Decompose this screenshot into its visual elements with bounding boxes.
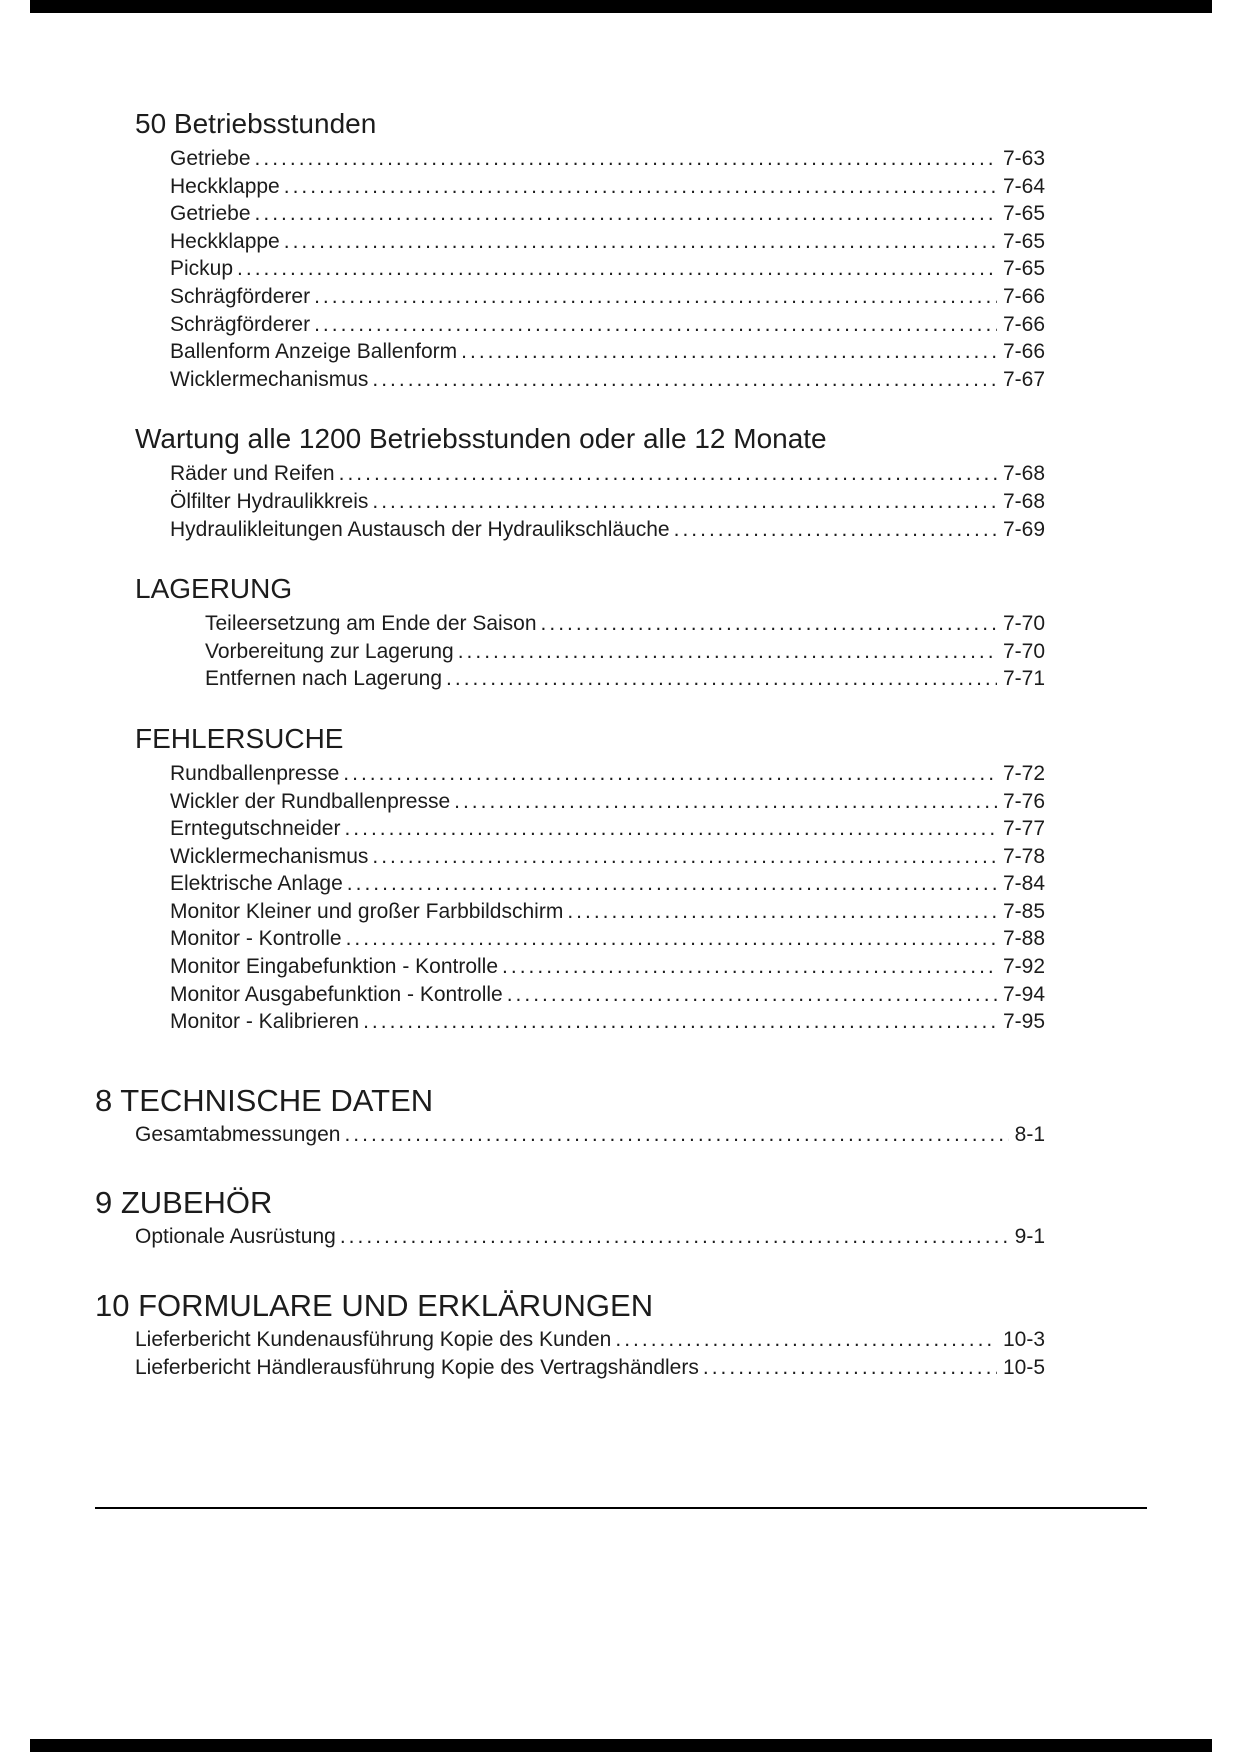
dot-leader (567, 898, 997, 926)
dot-leader (347, 870, 997, 898)
dot-leader (446, 665, 997, 693)
toc-entry-page: 7-63 (1002, 147, 1045, 170)
toc-entry (170, 200, 1045, 228)
toc-entry (205, 638, 1045, 666)
toc-entry (170, 1008, 1045, 1036)
toc-entry (135, 1121, 1045, 1149)
toc-entry-page: 7-69 (1002, 517, 1045, 541)
toc-entry (205, 665, 1045, 693)
dot-leader (541, 610, 997, 638)
toc-entry-page: 7-67 (1002, 367, 1045, 391)
toc-entry-label: Optionale Ausrüstung (135, 1225, 336, 1249)
dot-leader (314, 311, 997, 339)
toc-entry-page: 10-3 (1002, 1328, 1045, 1352)
page-bottom-rule (30, 1739, 1212, 1752)
toc-entry (170, 760, 1045, 788)
dot-leader (344, 1121, 1008, 1149)
toc-entry (170, 981, 1045, 1009)
toc-section (135, 421, 1045, 543)
toc-entry (170, 898, 1045, 926)
toc-section (95, 1184, 1045, 1251)
toc-entry-label: Wicklermechanismus (170, 367, 369, 391)
toc-section (95, 1287, 1045, 1381)
dot-leader (346, 925, 997, 953)
toc-entry (170, 460, 1045, 488)
toc-entry (170, 228, 1045, 256)
toc-section (135, 571, 1045, 693)
toc-entry-label: Erntegutschneider (170, 817, 341, 841)
section-title: 9 ZUBEHÖR (95, 1185, 273, 1221)
toc-entry-label: Lieferbericht Kundenausführung Kopie des Kunden (135, 1328, 612, 1352)
toc-entry (205, 610, 1045, 638)
toc-entry-label: Monitor Kleiner und großer Farbbildschirm (170, 899, 564, 923)
toc-entry (170, 366, 1045, 394)
toc-entry-page: 7-66 (1002, 340, 1045, 364)
toc-entry-page: 7-65 (1002, 229, 1045, 253)
toc-entry-page: 7-77 (1002, 817, 1045, 841)
toc-entry-page: 7-65 (1002, 202, 1045, 226)
dot-leader (255, 200, 997, 228)
toc-entry-label: Hydraulikleitungen Austausch der Hydraulikschläuche (170, 517, 670, 541)
toc-entry (170, 338, 1045, 366)
dot-leader (340, 1223, 1009, 1251)
toc-entry-label: Gesamtabmessungen (135, 1122, 341, 1146)
toc-entry (170, 516, 1045, 544)
toc-entry-label: Rundballenpresse (170, 761, 340, 785)
section-title: Wartung alle 1200 Betriebsstunden oder alle 12 Monate (135, 423, 827, 455)
dot-leader (339, 460, 997, 488)
toc-entry-label: Getriebe (170, 147, 251, 170)
toc-entry-page: 7-70 (1002, 639, 1045, 663)
toc-entry-label: Elektrische Anlage (170, 872, 343, 896)
dot-leader (458, 638, 997, 666)
dot-leader (372, 366, 997, 394)
toc-entry (135, 1223, 1045, 1251)
toc-entry (170, 173, 1045, 201)
toc-entry-page: 7-78 (1002, 844, 1045, 868)
toc-entry-label: Schrägförderer (170, 284, 311, 308)
toc-entry (170, 145, 1045, 173)
page-top-rule (30, 0, 1212, 13)
dot-leader (344, 815, 997, 843)
toc-entry-page: 7-88 (1002, 927, 1045, 951)
toc-entry-label: Monitor Eingabefunktion - Kontrolle (170, 955, 499, 979)
dot-leader (507, 981, 997, 1009)
toc-entry-label: Entfernen nach Lagerung (205, 667, 443, 691)
toc-entry-label: Lieferbericht Händlerausführung Kopie des Vertragshändlers (135, 1355, 699, 1379)
toc-entry-label: Heckklappe (170, 229, 280, 253)
toc-entry (170, 953, 1045, 981)
toc-entry (170, 311, 1045, 339)
section-title: 50 Betriebsstunden (135, 108, 377, 139)
toc-entry (135, 1326, 1045, 1354)
toc-entry-page: 7-95 (1002, 1010, 1045, 1034)
toc-entry-label: Getriebe (170, 202, 251, 226)
toc-entry (170, 843, 1045, 871)
dot-leader (343, 760, 997, 788)
toc-entry (170, 925, 1045, 953)
footer-rule (95, 1507, 1147, 1509)
dot-leader (284, 228, 997, 256)
toc-section (135, 721, 1045, 1036)
toc-entry-page: 7-66 (1002, 284, 1045, 308)
toc-entry-page: 7-70 (1002, 612, 1045, 636)
toc (95, 106, 1045, 1381)
toc-entry-page: 7-64 (1002, 174, 1045, 198)
toc-entry (170, 870, 1045, 898)
dot-leader (615, 1326, 997, 1354)
toc-entry-page: 7-76 (1002, 789, 1045, 813)
toc-entry-label: Vorbereitung zur Lagerung (205, 639, 454, 663)
dot-leader (674, 516, 997, 544)
toc-entry (135, 1354, 1045, 1382)
toc-entry-page: 7-72 (1002, 761, 1045, 785)
dot-leader (363, 1008, 997, 1036)
toc-entry (170, 815, 1045, 843)
toc-entry-label: Pickup (170, 257, 234, 281)
dot-leader (703, 1354, 997, 1382)
toc-entry-label: Teileersetzung am Ende der Saison (205, 612, 537, 636)
toc-entry-page: 7-68 (1002, 489, 1045, 513)
toc-entry (170, 255, 1045, 283)
toc-entry-label: Ölfilter Hydraulikkreis (170, 489, 369, 513)
toc-entry-label: Monitor Ausgabefunktion - Kontrolle (170, 982, 503, 1006)
toc-entry (170, 788, 1045, 816)
toc-entry-label: Ballenform Anzeige Ballenform (170, 340, 458, 364)
dot-leader (237, 255, 997, 283)
dot-leader (372, 843, 997, 871)
dot-leader (461, 338, 997, 366)
toc-entry-page: 7-68 (1002, 462, 1045, 486)
section-title: FEHLERSUCHE (135, 722, 344, 754)
toc-entry-label: Schrägförderer (170, 312, 311, 336)
dot-leader (284, 173, 997, 201)
toc-entry-page: 10-5 (1002, 1355, 1045, 1379)
section-title: 8 TECHNISCHE DATEN (95, 1082, 434, 1118)
toc-entry-page: 7-92 (1002, 955, 1045, 979)
toc-entry-page: 7-66 (1002, 312, 1045, 336)
toc-entry-page: 7-85 (1002, 899, 1045, 923)
toc-entry-page: 7-65 (1002, 257, 1045, 281)
dot-leader (255, 145, 997, 173)
toc-entry (170, 488, 1045, 516)
toc-entry-label: Räder und Reifen (170, 462, 335, 486)
toc-section (95, 1082, 1045, 1149)
dot-leader (314, 283, 997, 311)
section-title: 10 FORMULARE UND ERKLÄRUNGEN (95, 1288, 654, 1324)
section-title: LAGERUNG (135, 573, 293, 605)
toc-entry-label: Wickler der Rundballenpresse (170, 789, 451, 813)
toc-entry-page: 7-94 (1002, 982, 1045, 1006)
toc-section (135, 106, 1045, 393)
dot-leader (454, 788, 997, 816)
toc-entry-page: 7-84 (1002, 872, 1045, 896)
toc-entry-label: Monitor - Kontrolle (170, 927, 342, 951)
toc-entry (170, 283, 1045, 311)
dot-leader (372, 488, 997, 516)
toc-entry-page: 9-1 (1014, 1225, 1045, 1249)
toc-entry-page: 7-71 (1002, 667, 1045, 691)
toc-entry-label: Wicklermechanismus (170, 844, 369, 868)
toc-entry-label: Monitor - Kalibrieren (170, 1010, 360, 1034)
dot-leader (502, 953, 997, 981)
toc-entry-page: 8-1 (1014, 1122, 1045, 1146)
toc-entry-label: Heckklappe (170, 174, 280, 198)
